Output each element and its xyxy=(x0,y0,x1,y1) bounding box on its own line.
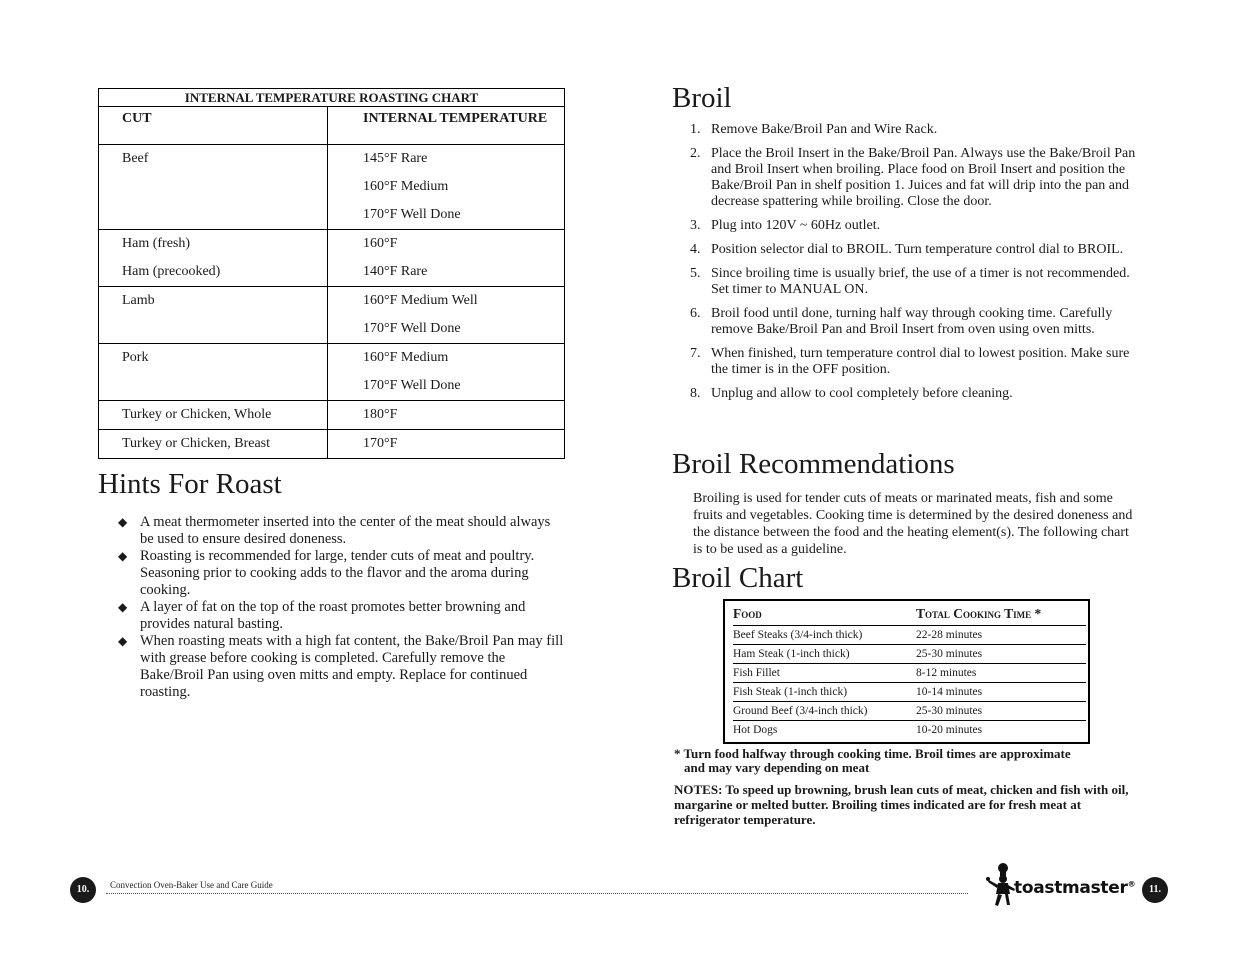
food-cell: Hot Dogs xyxy=(733,723,778,736)
roast-cut-cell xyxy=(99,230,328,287)
cut-label: Turkey or Chicken, Breast xyxy=(122,436,271,451)
temperature-value: 160°F Medium Well xyxy=(363,293,478,308)
step-number: 5. xyxy=(690,266,701,281)
brand-name: toastmaster xyxy=(1014,878,1128,898)
temperature-value: 145°F Rare xyxy=(363,151,428,166)
roast-temp-cell xyxy=(328,401,565,430)
diamond-bullet-icon: ◆ xyxy=(118,515,128,529)
broil-step xyxy=(690,146,1140,210)
toastmaster-logo xyxy=(986,860,1136,908)
hint-item xyxy=(118,633,566,701)
broil-row xyxy=(733,683,1086,702)
roast-row xyxy=(99,401,565,430)
food-cell: Ground Beef (3/4-inch thick) xyxy=(733,702,916,721)
page-number-left: 10. xyxy=(70,877,96,903)
cut-label: Ham (fresh) xyxy=(122,236,191,251)
diamond-bullet-icon: ◆ xyxy=(118,549,128,563)
step-number: 4. xyxy=(690,242,701,257)
broil-step xyxy=(690,242,1140,258)
temperature-value: 160°F Medium xyxy=(363,179,449,194)
hints-list xyxy=(118,514,566,701)
roast-temp-cell xyxy=(328,230,565,287)
broil-footnote xyxy=(674,747,1134,775)
temperature-value: 160°F xyxy=(363,236,398,251)
food-cell: Beef Steaks (3/4-inch thick) xyxy=(733,626,916,645)
roasting-chart-title: INTERNAL TEMPERATURE ROASTING CHART xyxy=(99,89,565,107)
guide-title: Convection Oven-Baker Use and Care Guide xyxy=(110,880,273,890)
step-number: 7. xyxy=(690,346,701,361)
footnote-line-2: and may vary depending on meat xyxy=(684,760,870,775)
step-number: 3. xyxy=(690,218,701,233)
temperature-value: 170°F Well Done xyxy=(363,207,461,222)
hint-text: A layer of fat on the top of the roast promotes better browning and provides natural basting. xyxy=(140,599,526,632)
roast-temp-cell xyxy=(328,430,565,459)
hint-item xyxy=(118,548,566,599)
broil-chart-box xyxy=(723,599,1090,744)
temperature-value: 170°F Well Done xyxy=(363,321,461,336)
broil-row xyxy=(733,721,1086,740)
time-cell: 10-20 minutes xyxy=(916,723,983,736)
broil-recommendations-text: Broiling is used for tender cuts of meats or marinated meats, fish and some fruits and vegetables. Cooking time is determined by the desired doneness and the distance between the food and the heating element(s). The following chart is to be used as a guideline. xyxy=(693,491,1133,557)
page-number-right: 11. xyxy=(1142,877,1168,903)
hints-heading: Hints For Roast xyxy=(98,468,282,500)
roast-cut-cell xyxy=(99,287,328,344)
broil-step xyxy=(690,218,1140,234)
time-cell: 25-30 minutes xyxy=(916,702,1086,721)
broil-chart-body xyxy=(733,626,1086,740)
cut-label: Ham (precooked) xyxy=(122,264,221,279)
chef-mascot-icon xyxy=(986,860,1016,908)
temperature-value: 170°F xyxy=(363,436,398,451)
broil-step xyxy=(690,306,1140,338)
roast-temp-cell xyxy=(328,344,565,401)
diamond-bullet-icon: ◆ xyxy=(118,600,128,614)
roast-row xyxy=(99,145,565,230)
roast-cut-cell xyxy=(99,145,328,230)
broil-chart-heading: Broil Chart xyxy=(672,562,804,594)
broil-notes: NOTES: To speed up browning, brush lean cuts of meat, chicken and fish with oil, margarine or melted butter. Broiling times indicated are for fresh meat at refrigerator temperature. xyxy=(674,782,1129,827)
cut-label: Beef xyxy=(122,151,149,166)
broil-heading: Broil xyxy=(672,82,732,114)
broil-row xyxy=(733,664,1086,683)
hint-text: A meat thermometer inserted into the center of the meat should always be used to ensure desired doneness. xyxy=(140,514,551,547)
step-text: When finished, turn temperature control dial to lowest position. Make sure the timer is in the OFF position. xyxy=(711,346,1130,377)
hint-text: Roasting is recommended for large, tender cuts of meat and poultry. Seasoning prior to cooking adds to the flavor and the aroma during cooking. xyxy=(140,548,535,598)
hint-text: When roasting meats with a high fat content, the Bake/Broil Pan may fill with grease before cooking is completed. Carefully remove the Bake/Broil Pan using oven mitts and empty. Replace for continued roasting. xyxy=(140,633,564,700)
roast-row xyxy=(99,430,565,459)
step-number: 1. xyxy=(690,122,701,137)
cut-label: Pork xyxy=(122,350,149,365)
broil-row xyxy=(733,626,1086,645)
footer-divider xyxy=(106,893,968,894)
broil-row xyxy=(733,702,1086,721)
temperature-value: 140°F Rare xyxy=(363,264,428,279)
roast-row xyxy=(99,287,565,344)
food-cell: Fish Steak (1-inch thick) xyxy=(733,683,916,702)
time-cell: 8-12 minutes xyxy=(916,664,1086,683)
time-cell: 22-28 minutes xyxy=(916,626,1086,645)
roast-temp-cell xyxy=(328,145,565,230)
temperature-value: 170°F Well Done xyxy=(363,378,461,393)
step-text: Position selector dial to BROIL. Turn temperature control dial to BROIL. xyxy=(711,242,1124,257)
brand-wordmark xyxy=(1014,878,1135,898)
step-text: Place the Broil Insert in the Bake/Broil Pan. Always use the Bake/Broil Pan and Broil Insert when broiling. Place food on Broil Insert and position the Bake/Broil Pan in shelf position 1. Juices and fat will drip into the pan and decrease spattering while broiling. Close the door. xyxy=(711,146,1136,209)
column-header-cut: CUT xyxy=(99,107,328,145)
step-text: Unplug and allow to cool completely before cleaning. xyxy=(711,386,1013,401)
roast-row xyxy=(99,230,565,287)
food-cell: Fish Fillet xyxy=(733,664,916,683)
column-header-cooking-time: Total Cooking Time * xyxy=(916,605,1086,626)
hint-item xyxy=(118,514,566,548)
step-number: 2. xyxy=(690,146,701,161)
broil-steps-list xyxy=(690,122,1140,410)
broil-step xyxy=(690,346,1140,378)
step-text: Since broiling time is usually brief, the use of a timer is not recommended. Set timer to MANUAL ON. xyxy=(711,266,1130,297)
step-number: 6. xyxy=(690,306,701,321)
broil-step xyxy=(690,266,1140,298)
cut-label: Lamb xyxy=(122,293,155,308)
footnote-line-1: * Turn food halfway through cooking time. Broil times are approximate xyxy=(674,746,1071,761)
column-header-temperature: INTERNAL TEMPERATURE xyxy=(328,107,565,145)
step-text: Remove Bake/Broil Pan and Wire Rack. xyxy=(711,122,938,137)
step-text: Plug into 120V ~ 60Hz outlet. xyxy=(711,218,881,233)
hint-item xyxy=(118,599,566,633)
roast-cut-cell xyxy=(99,430,328,459)
broil-row xyxy=(733,645,1086,664)
broil-recommendations-heading: Broil Recommendations xyxy=(672,448,955,480)
broil-step xyxy=(690,122,1140,138)
registered-mark: ® xyxy=(1127,879,1136,889)
roasting-chart-body xyxy=(99,145,565,459)
step-text: Broil food until done, turning half way through cooking time. Carefully remove Bake/Broil Pan and Broil Insert from oven using oven mitts. xyxy=(711,306,1113,337)
roast-temp-cell xyxy=(328,287,565,344)
step-number: 8. xyxy=(690,386,701,401)
temperature-value: 160°F Medium xyxy=(363,350,449,365)
food-cell: Ham Steak (1-inch thick) xyxy=(733,645,916,664)
broil-step xyxy=(690,386,1140,402)
roast-row xyxy=(99,344,565,401)
time-cell: 10-14 minutes xyxy=(916,683,1086,702)
cut-label: Turkey or Chicken, Whole xyxy=(122,407,272,422)
roast-cut-cell xyxy=(99,344,328,401)
column-header-food: Food xyxy=(733,605,916,626)
time-cell: 25-30 minutes xyxy=(916,645,1086,664)
diamond-bullet-icon: ◆ xyxy=(118,634,128,648)
temperature-value: 180°F xyxy=(363,407,398,422)
roast-cut-cell xyxy=(99,401,328,430)
broil-chart-table xyxy=(733,605,1086,739)
roasting-chart-table xyxy=(98,88,565,459)
